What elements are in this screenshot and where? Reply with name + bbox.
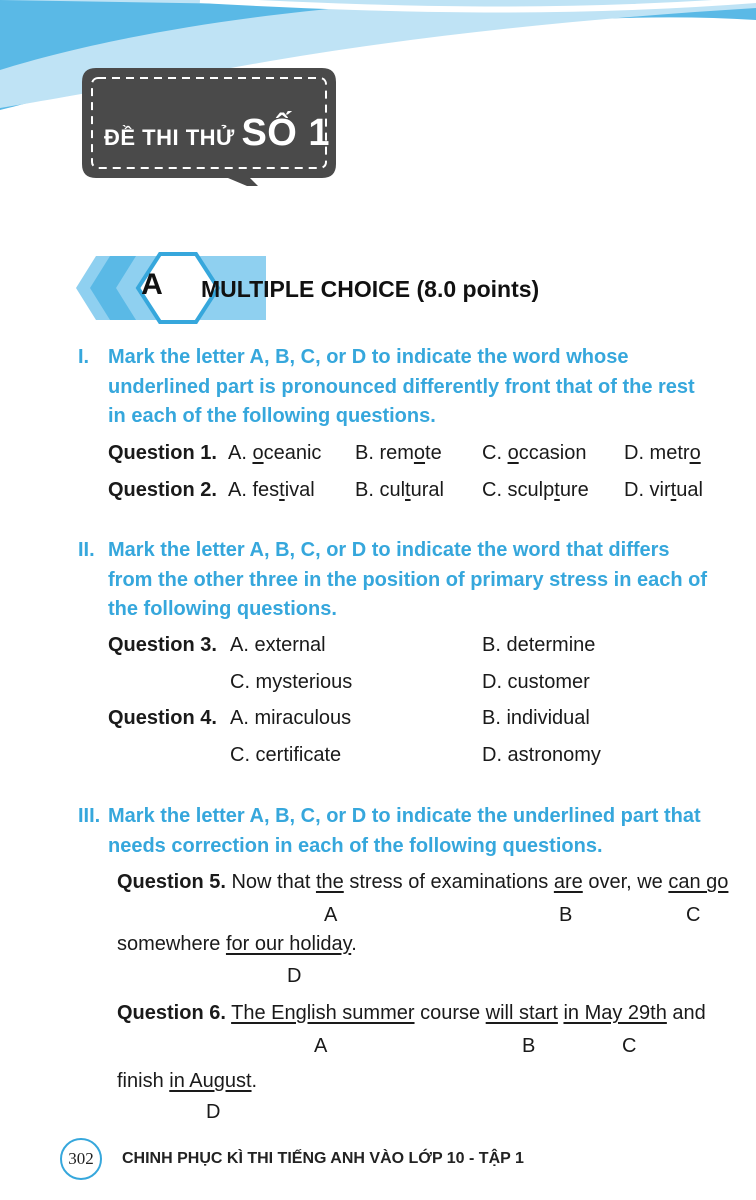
question-6-letter-b: B: [522, 1035, 536, 1057]
question-6-letter-a: A: [314, 1035, 328, 1057]
question-5-part-d: for our holiday: [225, 933, 352, 955]
question-1-option-c: C. occasion: [482, 442, 587, 464]
question-4-option-c: C. certificate: [230, 744, 342, 766]
question-5-label: Question 5.: [117, 871, 226, 893]
question-6-part-b: will start: [485, 1002, 558, 1024]
question-4-option-a: A. miraculous: [230, 707, 352, 729]
question-5-letter-a: A: [324, 904, 338, 926]
question-2-option-b: B. cultural: [355, 479, 444, 501]
question-2-option-a: A. festival: [228, 479, 315, 501]
question-4-option-b: B. individual: [482, 707, 590, 729]
question-6-part-d: in August: [169, 1070, 252, 1092]
question-1-option-d: D. metro: [624, 442, 701, 464]
part1-instruction: [78, 343, 738, 432]
question-2-option-d: D. virtual: [624, 479, 703, 501]
part1-number: I.: [78, 346, 90, 368]
question-1-option-b: B. remote: [355, 442, 442, 464]
question-6-letter-c: C: [622, 1035, 637, 1057]
question-6-part-c: in May 29th: [563, 1002, 667, 1024]
question-4-label: Question 4.: [108, 707, 217, 729]
question-3-option-c: C. mysterious: [230, 671, 353, 693]
section-title: MULTIPLE CHOICE (8.0 points): [201, 276, 540, 302]
question-5-part-a: the: [315, 871, 344, 893]
question-2-option-c: C. sculpture: [482, 479, 589, 501]
part2-text: Mark the letter A, B, C, or D to indicate the word that differs from the other three in the position of primary stress in each of the following questions.: [108, 539, 707, 620]
section-letter: A: [141, 268, 163, 301]
question-5-line-2: somewhere for our holiday.: [117, 933, 357, 955]
title-prefix: ĐỀ THI THỬ: [104, 125, 235, 150]
question-4-option-d: D. astronomy: [482, 744, 601, 766]
question-3-option-a: A. external: [230, 634, 326, 656]
question-6-label: Question 6.: [117, 1002, 226, 1024]
part2-number: II.: [78, 539, 95, 561]
part3-text: Mark the letter A, B, C, or D to indicate the underlined part that needs correction in each of the following questions.: [108, 805, 701, 857]
question-1-option-a: A. oceanic: [228, 442, 322, 464]
question-6-line-1: Question 6. The English summer course will start in May 29th and: [117, 1002, 706, 1024]
question-3-label: Question 3.: [108, 634, 217, 656]
book-title-footer: CHINH PHỤC KÌ THI TIẾNG ANH VÀO LỚP 10 - TẬP 1: [122, 1150, 524, 1167]
question-5-letter-c: C: [686, 904, 701, 926]
exam-title: [104, 112, 330, 155]
question-3-option-d: D. customer: [482, 671, 590, 693]
question-5-part-c: can go: [668, 871, 729, 893]
question-1-label: Question 1.: [108, 442, 217, 464]
question-5-letter-d: D: [287, 965, 302, 987]
part3-instruction: [78, 802, 738, 861]
question-5-part-b: are: [553, 871, 583, 893]
part2-instruction: [78, 536, 738, 625]
question-5-letter-b: B: [559, 904, 573, 926]
page-number: 302: [60, 1138, 102, 1180]
question-2-label: Question 2.: [108, 479, 217, 501]
question-6-part-a: The English summer: [231, 1002, 415, 1024]
question-3-option-b: B. determine: [482, 634, 596, 656]
title-number: SỐ 1: [241, 112, 331, 154]
part1-text: Mark the letter A, B, C, or D to indicate the word whose underlined part is pronounced differently front that of the rest in each of the following questions.: [108, 346, 695, 427]
question-6-line-2: finish in August.: [117, 1070, 258, 1092]
question-6-letter-d: D: [206, 1101, 221, 1123]
question-5-line-1: Question 5. Now that the stress of examinations are over, we can go: [117, 871, 729, 893]
part3-number: III.: [78, 805, 101, 827]
